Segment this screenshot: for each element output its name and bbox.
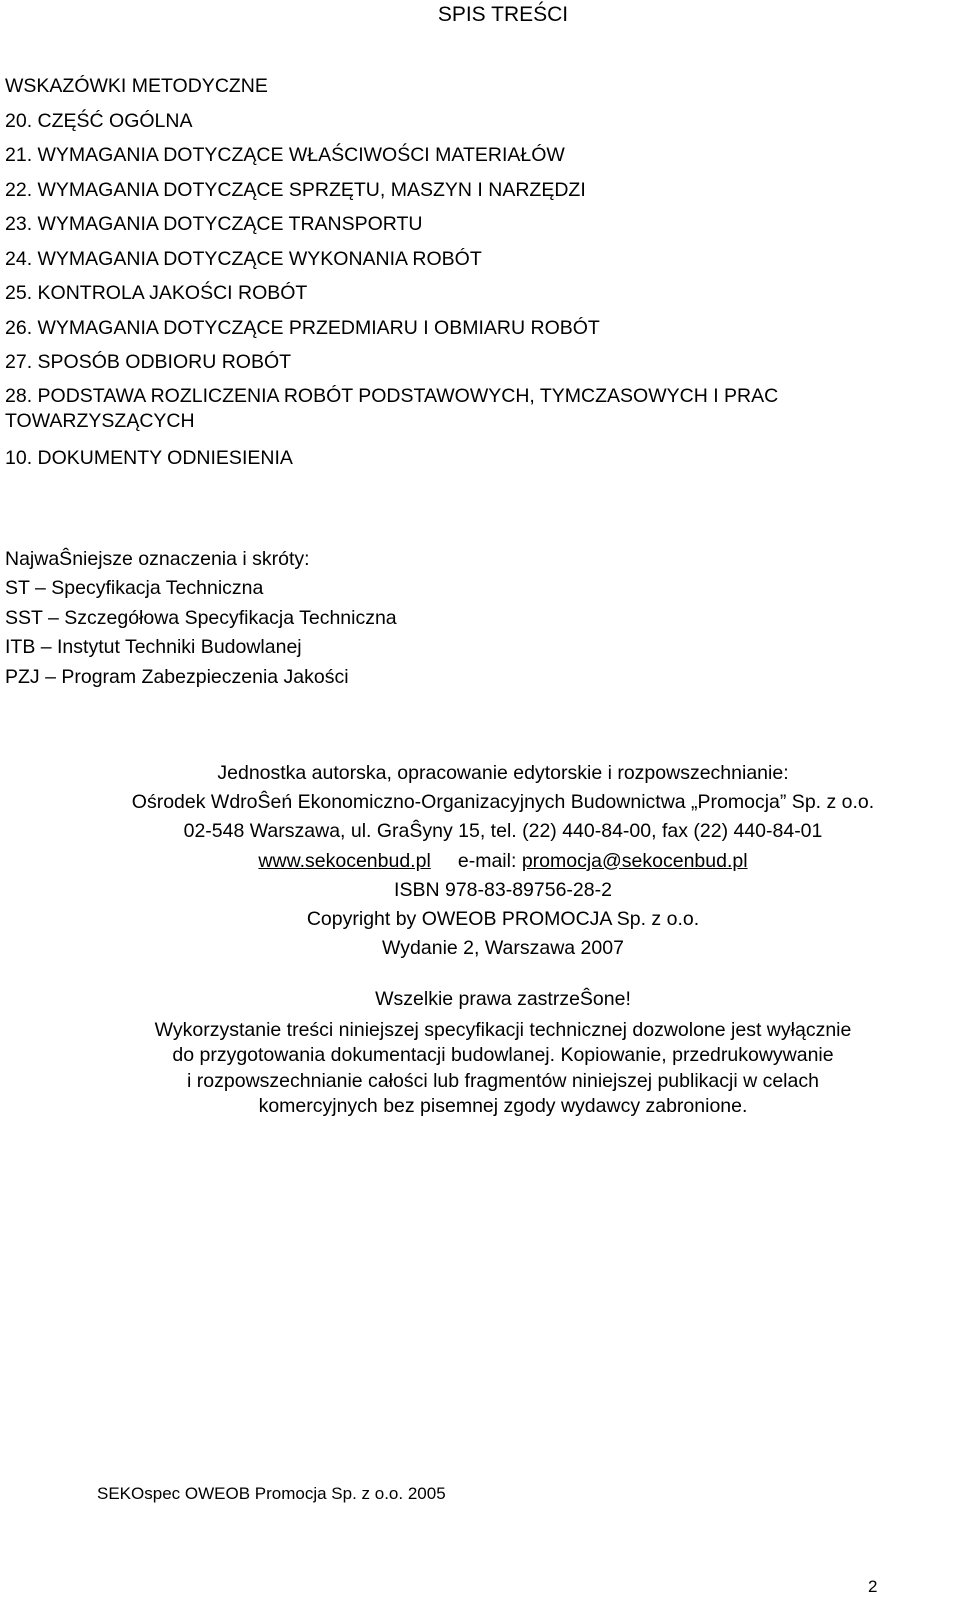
toc-item: 27. SPOSÓB ODBIORU ROBÓT	[5, 351, 292, 373]
toc-item: 25. KONTROLA JAKOŚCI ROBÓT	[5, 282, 308, 304]
abbreviation-item: SST – Szczegółowa Specyfikacja Techniczna	[5, 606, 397, 629]
page-title: SPIS TREŚCI	[437, 3, 569, 26]
toc-item: 23. WYMAGANIA DOTYCZĄCE TRANSPORTU	[5, 213, 423, 235]
rights-line: komercyjnych bez pisemnej zgody wydawcy zabronione.	[258, 1095, 748, 1117]
toc-item: 22. WYMAGANIA DOTYCZĄCE SPRZĘTU, MASZYN I NARZĘDZI	[5, 178, 586, 201]
toc-item: 26. WYMAGANIA DOTYCZĄCE PRZEDMIARU I OBMIARU ROBÓT	[5, 316, 600, 339]
publisher-address: 02-548 Warszawa, ul. GraŜyny 15, tel. (22) 440-84-00, fax (22) 440-84-01	[183, 820, 823, 843]
abbreviation-item: ITB – Instytut Techniki Budowlanej	[5, 636, 302, 658]
table-of-contents	[5, 69, 935, 475]
abbreviations-heading: NajwaŜniejsze oznaczenia i skróty:	[5, 548, 310, 570]
email-link[interactable]: promocja@sekocenbud.pl	[521, 849, 748, 872]
toc-item: WSKAZÓWKI METODYCZNE	[5, 75, 268, 97]
publisher-name: Ośrodek WdroŜeń Ekonomiczno-Organizacyjnych Budownictwa „Promocja” Sp. z o.o.	[131, 791, 875, 814]
abbreviation-item: PZJ – Program Zabezpieczenia Jakości	[5, 665, 349, 688]
toc-item: 24. WYMAGANIA DOTYCZĄCE WYKONANIA ROBÓT	[5, 247, 482, 270]
toc-item: 21. WYMAGANIA DOTYCZĄCE WŁAŚCIWOŚCI MATERIAŁÓW	[5, 144, 565, 166]
rights-line: i rozpowszechnianie całości lub fragmentów niniejszej publikacji w celach	[187, 1069, 819, 1092]
contact-line	[0, 847, 960, 876]
isbn: ISBN 978-83-89756-28-2	[394, 878, 612, 901]
abbreviation-item: ST – Specyfikacja Techniczna	[5, 577, 264, 599]
imprint	[0, 759, 960, 963]
edition: Wydanie 2, Warszawa 2007	[382, 937, 624, 960]
rights-line: Wykorzystanie treści niniejszej specyfikacji technicznej dozwolone jest wyłącznie	[154, 1018, 852, 1041]
rights-heading: Wszelkie prawa zastrzeŜone!	[375, 988, 631, 1010]
toc-item: 10. DOKUMENTY ODNIESIENIA	[5, 446, 293, 469]
rights-line: do przygotowania dokumentacji budowlanej. Kopiowanie, przedrukowywanie	[172, 1044, 834, 1066]
abbreviations-list	[5, 574, 397, 692]
page-footer: SEKOspec OWEOB Promocja Sp. z o.o. 2005	[97, 1484, 446, 1503]
rights-notice	[0, 987, 960, 1120]
toc-item: 20. CZĘŚĆ OGÓLNA	[5, 109, 193, 132]
copyright: Copyright by OWEOB PROMOCJA Sp. z o.o.	[306, 908, 700, 931]
toc-item: 28. PODSTAWA ROZLICZENIA ROBÓT PODSTAWOWYCH, TYMCZASOWYCH I PRAC TOWARZYSZĄCYCH	[5, 384, 779, 432]
page-number: 2	[868, 1577, 878, 1596]
imprint-line: Jednostka autorska, opracowanie edytorskie i rozpowszechnianie:	[217, 762, 789, 784]
email-label: e-mail:	[457, 849, 517, 872]
website-link[interactable]: www.sekocenbud.pl	[258, 849, 431, 872]
